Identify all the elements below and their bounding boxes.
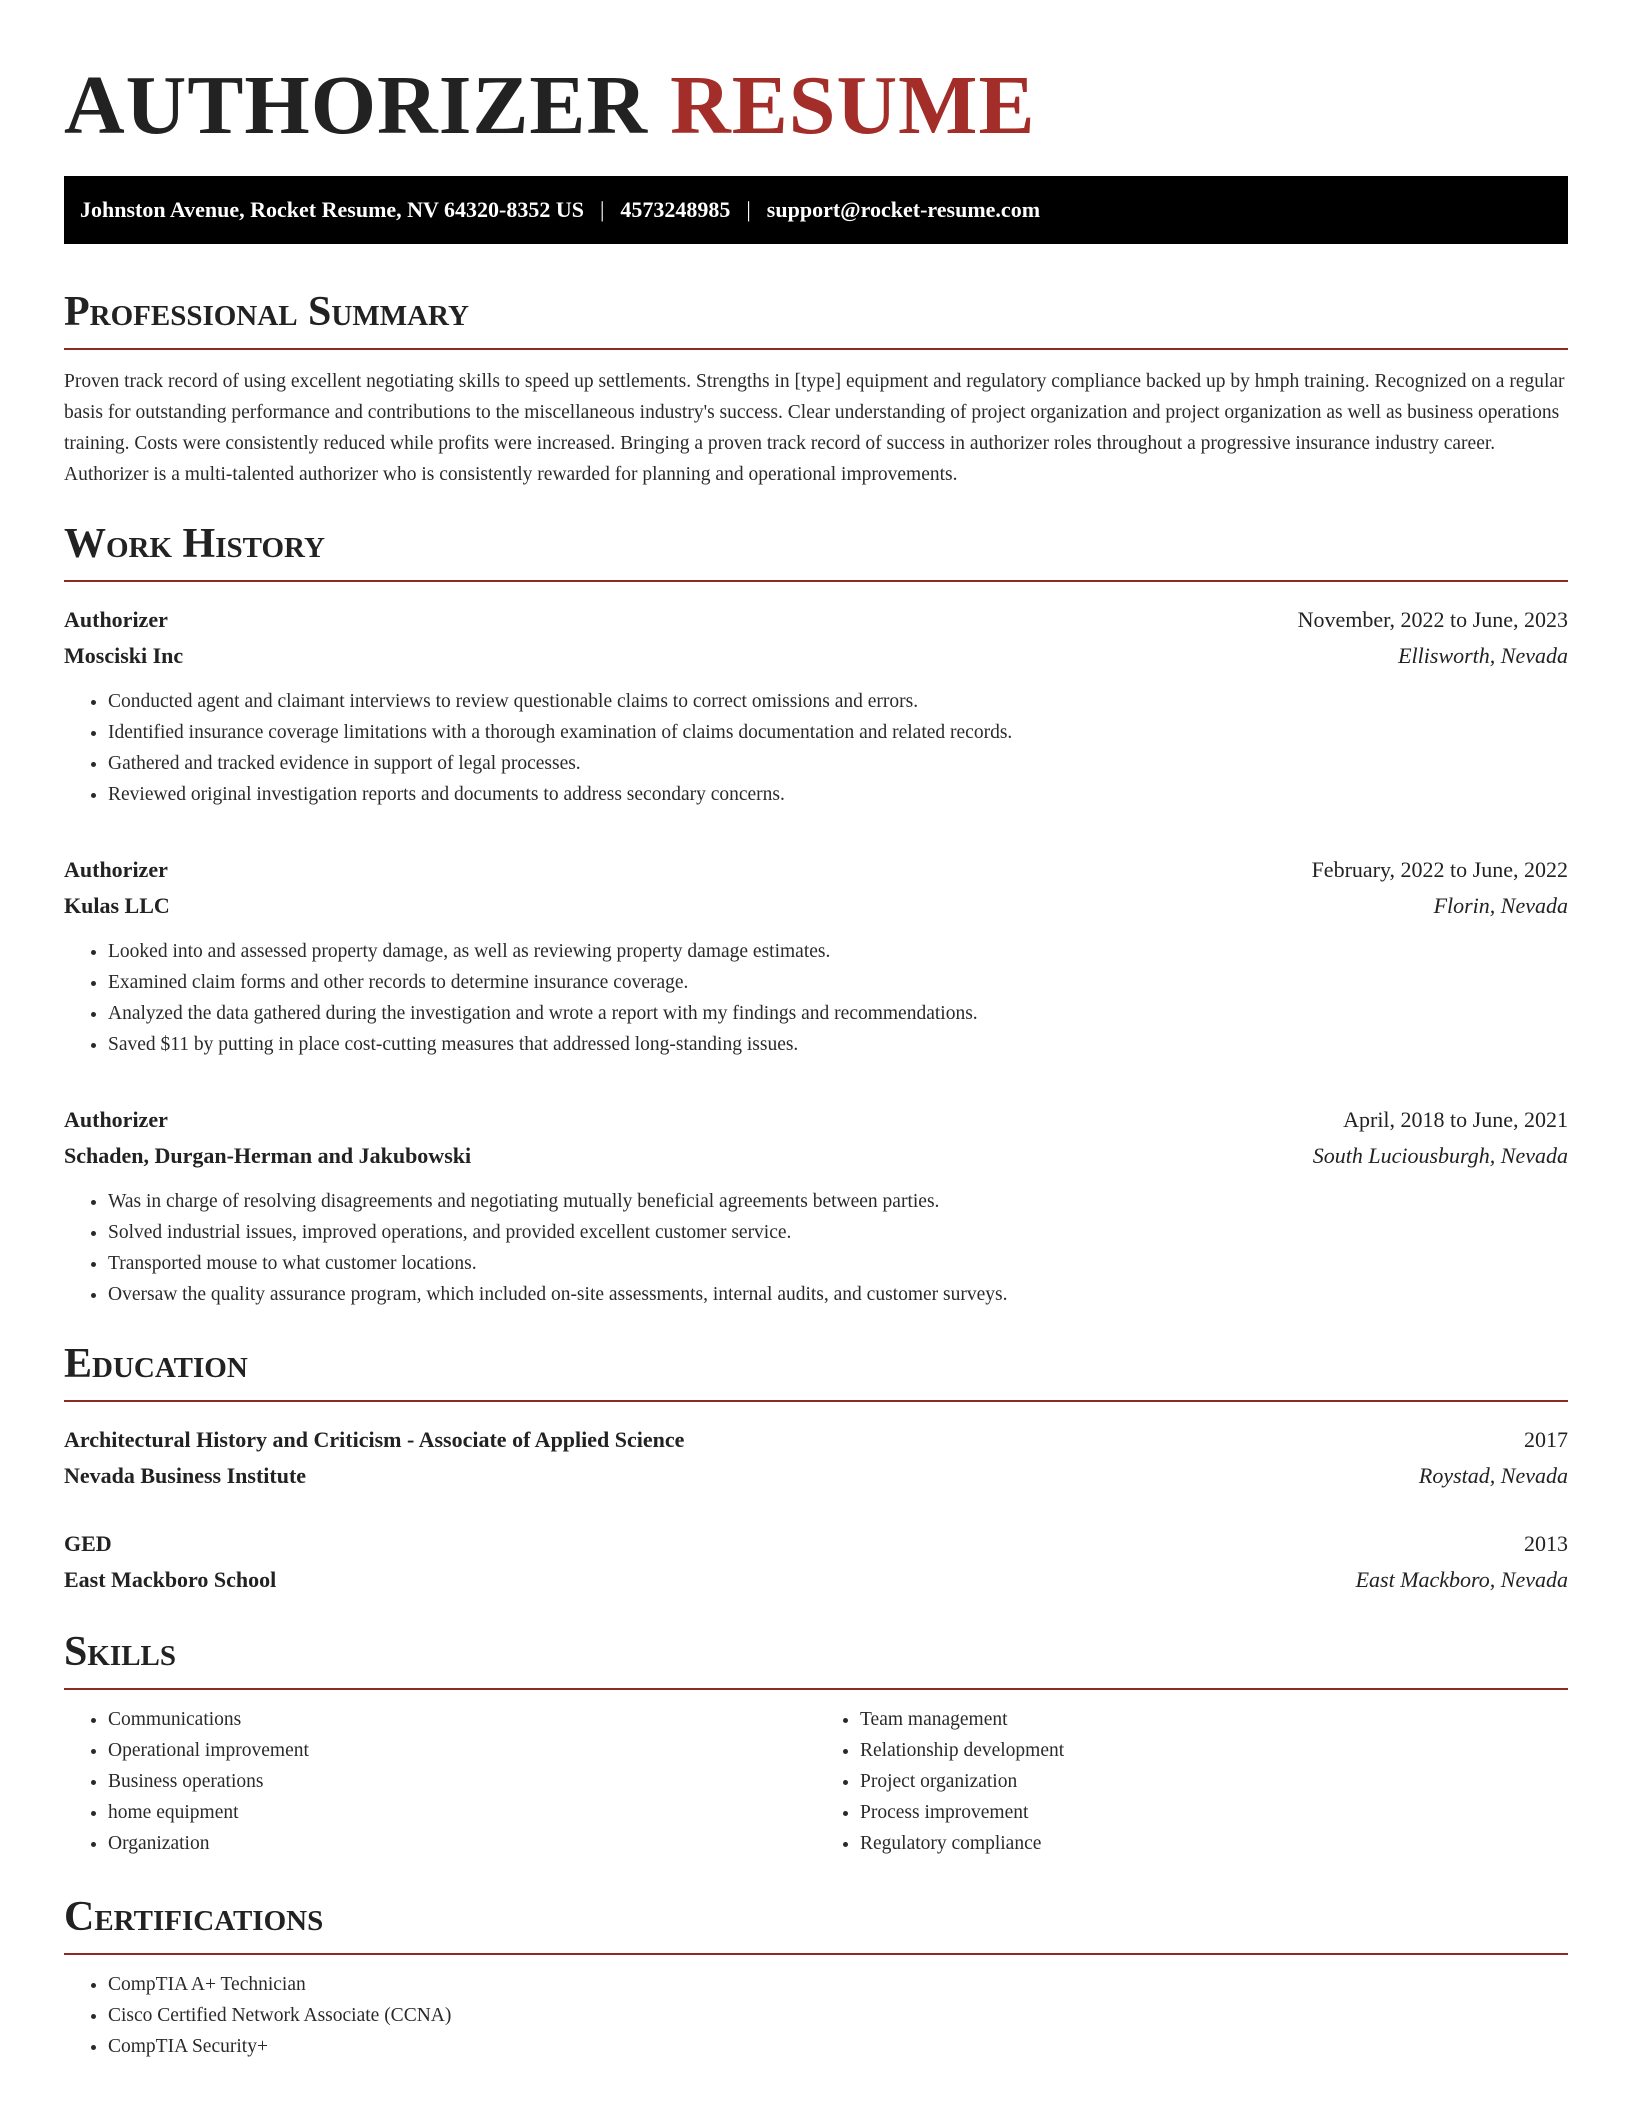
contact-separator: |	[746, 197, 751, 222]
education-degree: GED	[64, 1531, 112, 1556]
job-title: Authorizer	[64, 857, 168, 882]
job-bullet: • Was in charge of resolving disagreements and negotiating mutually beneficial agreements between parties.	[108, 1186, 1568, 1217]
section-heading-education: Education	[64, 1338, 1568, 1402]
job-bullet: • Identified insurance coverage limitations with a thorough examination of claims documentation and related records.	[108, 717, 1568, 748]
certification-item: • CompTIA Security+	[108, 2031, 1568, 2062]
section-heading-skills: Skills	[64, 1626, 1568, 1690]
job-title: Authorizer	[64, 607, 168, 632]
job-bullets	[64, 1186, 1568, 1310]
section-heading-certifications: Certifications	[64, 1891, 1568, 1955]
title-accent: RESUME	[670, 59, 1036, 152]
job-bullet: • Oversaw the quality assurance program, which included on-site assessments, internal audits, and customer surveys.	[108, 1279, 1568, 1310]
education-location: East Mackboro, Nevada	[1355, 1567, 1568, 1592]
skill-item: • home equipment	[108, 1797, 816, 1828]
skill-item: • Team management	[860, 1704, 1568, 1735]
skills-column-right	[816, 1704, 1568, 1859]
contact-address: Johnston Avenue, Rocket Resume, NV 64320-8352 US	[80, 197, 584, 222]
job-company: Schaden, Durgan-Herman and Jakubowski	[64, 1143, 472, 1168]
education-year: 2013	[1524, 1531, 1568, 1556]
resume-title	[64, 0, 1568, 176]
job-location: Florin, Nevada	[1433, 893, 1568, 918]
job-bullet: • Solved industrial issues, improved operations, and provided excellent customer service.	[108, 1217, 1568, 1248]
job-dates: April, 2018 to June, 2021	[1343, 1107, 1568, 1132]
skill-item: • Project organization	[860, 1766, 1568, 1797]
certifications-list	[64, 1969, 1568, 2062]
job-title: Authorizer	[64, 1107, 168, 1132]
summary-text: Proven track record of using excellent negotiating skills to speed up settlements. Strengths in [type] equipment and regulatory compliance backed up by hmph training. Recognized on a regular basis for outstanding performance and contributions to the miscellaneous industry's success. Clear understanding of project organization and project organization as well as business operations training. Costs were consistently reduced while profits were increased. Bringing a proven track record of success in authorizer roles throughout a progressive insurance industry career. Authorizer is a multi-talented authorizer who is consistently rewarded for planning and operational improvements.	[64, 371, 1565, 485]
education-entry	[64, 1422, 1568, 1494]
job-company: Kulas LLC	[64, 893, 170, 918]
job-dates: November, 2022 to June, 2023	[1297, 607, 1568, 632]
job-entry	[64, 602, 1568, 810]
education-degree: Architectural History and Criticism - Associate of Applied Science	[64, 1427, 685, 1452]
job-entry	[64, 852, 1568, 1060]
skill-item: • Operational improvement	[108, 1735, 816, 1766]
contact-separator: |	[599, 197, 605, 222]
skills-column-left	[64, 1704, 816, 1859]
education-year: 2017	[1524, 1427, 1568, 1452]
certification-item: • Cisco Certified Network Associate (CCNA)	[108, 2000, 1568, 2031]
skill-item: • Business operations	[108, 1766, 816, 1797]
job-bullet: • Transported mouse to what customer locations.	[108, 1248, 1568, 1279]
education-school: East Mackboro School	[64, 1567, 277, 1592]
job-bullet: • Examined claim forms and other records to determine insurance coverage.	[108, 967, 1568, 998]
contact-bar	[64, 176, 1568, 244]
job-bullets	[64, 936, 1568, 1060]
job-bullets	[64, 686, 1568, 810]
job-location: South Luciousburgh, Nevada	[1312, 1143, 1568, 1168]
job-bullet: • Saved $11 by putting in place cost-cutting measures that addressed long-standing issues.	[108, 1029, 1568, 1060]
education-school: Nevada Business Institute	[64, 1463, 307, 1488]
job-company: Mosciski Inc	[64, 643, 184, 668]
skill-item: • Organization	[108, 1828, 816, 1859]
contact-phone: 4573248985	[620, 197, 731, 222]
job-location: Ellisworth, Nevada	[1398, 643, 1568, 668]
skill-item: • Regulatory compliance	[860, 1828, 1568, 1859]
certification-item: • CompTIA A+ Technician	[108, 1969, 1568, 2000]
education-entry	[64, 1526, 1568, 1598]
education-location: Roystad, Nevada	[1418, 1463, 1568, 1488]
job-bullet: • Reviewed original investigation reports and documents to address secondary concerns.	[108, 779, 1568, 810]
skill-item: • Communications	[108, 1704, 816, 1735]
job-bullet: • Gathered and tracked evidence in support of legal processes.	[108, 748, 1568, 779]
section-heading-summary: Professional Summary	[64, 286, 1568, 350]
contact-email: support@rocket-resume.com	[766, 197, 1041, 222]
skills-grid	[64, 1704, 1568, 1859]
skill-item: • Process improvement	[860, 1797, 1568, 1828]
skill-item: • Relationship development	[860, 1735, 1568, 1766]
job-dates: February, 2022 to June, 2022	[1311, 857, 1568, 882]
title-main: AUTHORIZER	[64, 59, 649, 152]
job-bullet: • Analyzed the data gathered during the investigation and wrote a report with my findings and recommendations.	[108, 998, 1568, 1029]
job-bullet: • Conducted agent and claimant interviews to review questionable claims to correct omissions and errors.	[108, 686, 1568, 717]
section-heading-work-history: Work History	[64, 518, 1568, 582]
job-bullet: • Looked into and assessed property damage, as well as reviewing property damage estimates.	[108, 936, 1568, 967]
job-entry	[64, 1102, 1568, 1310]
